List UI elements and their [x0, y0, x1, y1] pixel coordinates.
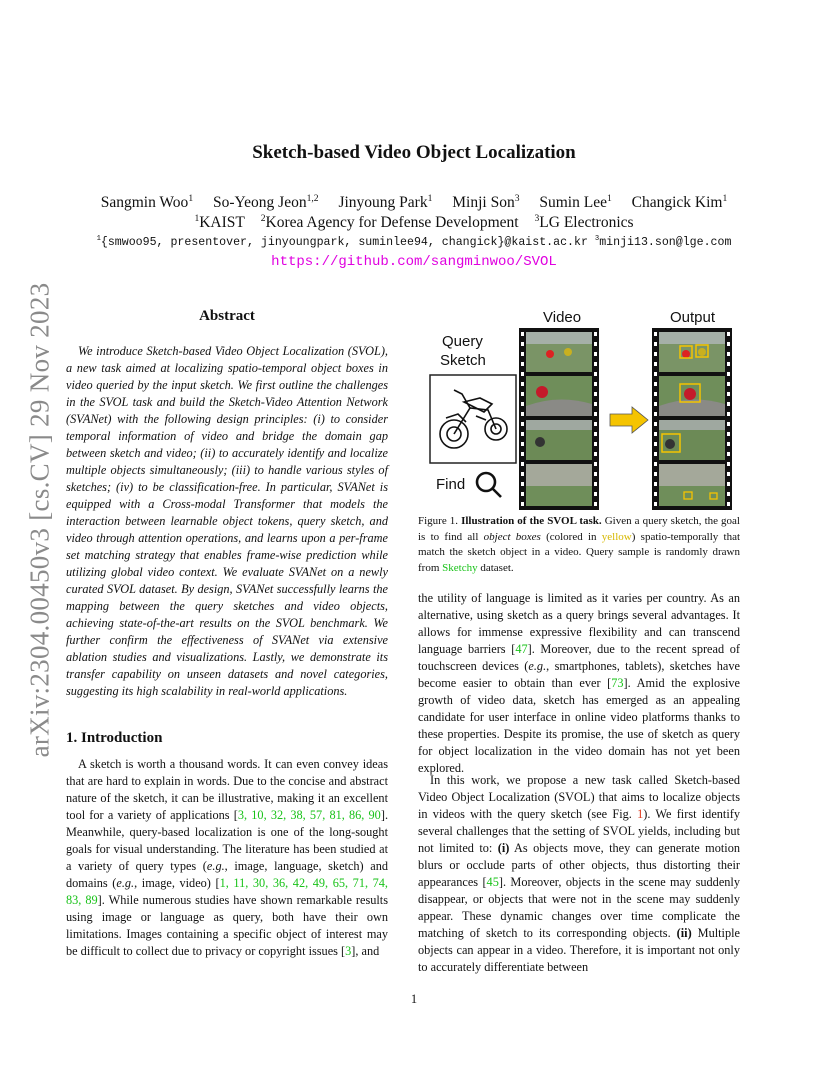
citation-link[interactable]: 3 — [345, 944, 352, 958]
author: Changick Kim$^1$ — [631, 192, 728, 211]
figure-1 — [418, 306, 740, 511]
section-heading-introduction: 1. Introduction — [66, 730, 163, 746]
figure-label-sketch: Sketch — [440, 352, 486, 369]
affiliation-list — [0, 214, 828, 232]
intro-paragraph-1: A sketch is worth a thousand words. It can even convey ideas that are hard to explain in words. Due to the concise and abstract nature of the sketch, it can be illustrative, making it an excellent tool for a variety of applications [3, 10, 32, 38, 57, 81, 86, 90]. Meanwhile, query-based localization is one of the long-sought goals for visual understanding. The literature has been studied at a variety of query types (e.g., image, language, sketch) and domains (e.g., image, video) [1, 11, 30, 36, 42, 49, 65, 71, 74, 83, 89]. While numerous studies have shown remarkable results using image or language as query, both have their own limitations. Images containing a specific object of interest may be difficult to collect due to privacy or copyright issues [3], and — [66, 757, 389, 958]
affiliation: $^1$KAIST — [194, 212, 245, 231]
sketch-frame — [430, 375, 516, 463]
search-icon — [477, 473, 501, 497]
author: So-Yeong Jeon$^{1,2}$ — [212, 192, 319, 211]
author-emails: $^1${smwoo95, presentover, jinyoungpark, suminlee94, changick}@kaist.ac.kr $^3$minji13.son@lge.com — [96, 235, 732, 249]
author-list — [0, 194, 828, 212]
figure-label-query: Query — [442, 333, 483, 350]
right-arrow-icon — [610, 407, 648, 433]
affiliation: $^2$Korea Agency for Defense Development — [260, 212, 519, 231]
paper-title: Sketch-based Video Object Localization — [252, 142, 576, 163]
arxiv-sidebar — [20, 280, 60, 760]
affiliation: $^3$LG Electronics — [534, 212, 634, 231]
author: Minji Son$^3$ — [452, 192, 520, 211]
citation-link[interactable]: 45 — [486, 875, 499, 889]
author: Jinyoung Park$^1$ — [338, 192, 433, 211]
figure-illustration — [418, 306, 740, 511]
author: Sumin Lee$^1$ — [539, 192, 612, 211]
figure-label-video: Video — [543, 309, 582, 326]
dataset-link[interactable]: Sketchy — [442, 561, 478, 574]
abstract-heading: Abstract — [199, 308, 255, 324]
citation-link[interactable]: 1, 11, 30, 36, 42, 49, 65, 71, 74, 83, 89 — [66, 876, 388, 907]
github-link[interactable]: https://github.com/sangminwoo/SVOL — [271, 254, 557, 270]
page-number: 1 — [410, 992, 418, 1006]
figure-label-output: Output — [670, 309, 716, 326]
figure-ref-link[interactable]: 1 — [637, 807, 644, 821]
arxiv-id: arXiv:2304.00450v3 [cs.CV] 29 Nov 2023 — [24, 282, 55, 758]
abstract-text: We introduce Sketch-based Video Object Localization (SVOL), a new task aimed at localizing spatio-temporal object boxes in video queried by the input sketch. We first outline the challenges in the SVOL task and build the Sketch-Video Attention Network (SVANet) with the following design principles: (i) to consider temporal information of video and bridge the domain gap between sketch and video; (ii) to accurately identify and localize multiple objects simultaneously; (iii) to handle various styles of sketches; (iv) to be classification-free. In particular, SVANet is equipped with a Cross-modal Transformer that models the interaction between learnable object tokens, query sketch, and video through attention operations, and learns upon a per-frame set matching strategy that enables frame-wise prediction while utilizing global video context. We evaluate SVANet on a newly curated SVOL dataset. By design, SVANet successfully learns the mapping between the query sketches and video objects, achieving state-of-the-art results on the SVOL benchmark. We further confirm the effectiveness of SVANet via extensive ablation studies and visualizations. Lastly, we demonstrate its transfer capability on unseen datasets and novel categories, suggesting its high scalability in real-world applications. — [66, 344, 388, 698]
figure-1-caption: Figure 1. Illustration of the SVOL task. Given a query sketch, the goal is to find all object boxes (colored in yellow) spatio-temporally that match the sketch object in a video. Query sample is randomly drawn from Sketchy dataset. — [418, 515, 741, 574]
author: Sangmin Woo$^1$ — [100, 192, 194, 211]
figure-label-find: Find — [436, 476, 466, 493]
citation-link[interactable]: 3, 10, 32, 38, 57, 81, 86, 90 — [237, 808, 381, 822]
citation-link[interactable]: 47 — [515, 642, 528, 656]
intro-paragraph-3: In this work, we propose a new task called Sketch-based Video Object Localization (SVOL) that aims to localize objects in videos with the query sketch (see Fig. 1). We first identify several challenges that the setting of SVOL yields, including but not limited to: (i) As objects move, they can generate motion blurs or occlude parts of other objects, thus distorting their appearances [45]. Moreover, objects in the scene may suddenly disappear, or objects that were not in the scene may suddenly appear. These dynamic changes over time complicate the matching of sketch to its corresponding objects. (ii) Multiple objects can appear in a video. Therefore, it is important not only to accurately differentiate between — [418, 773, 740, 974]
intro-paragraph-2: the utility of language is limited as it varies per country. As an alternative, using sketch as a query brings several advantages. It allows for immense expressive flexibility and can transcend language barriers [47]. Moreover, due to the recent spread of touchscreen devices (e.g., smartphones, tablets), sketches have become easier to obtain than ever [73]. Amid the explosive growth of video data, sketch has emerged as an appealing candidate for user interface in online video platforms thanks to these properties. Despite its promise, the use of sketch as query for object localization in the video domain has not yet been explored. — [418, 591, 741, 775]
citation-link[interactable]: 73 — [611, 676, 624, 690]
